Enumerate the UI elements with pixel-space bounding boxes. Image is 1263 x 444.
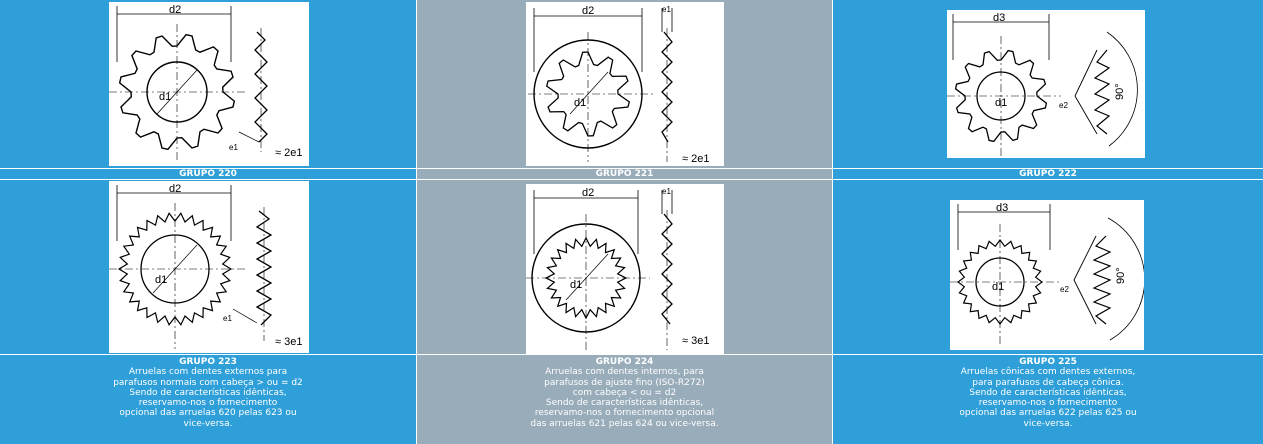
description-line: reservamo-nos o fornecimento — [978, 398, 1118, 409]
label-e1: e1 — [662, 187, 671, 196]
description-224 — [416, 354, 832, 444]
washer-222-drawing — [947, 10, 1145, 158]
label-angle: 90° — [1114, 83, 1126, 100]
washer-224-drawing — [526, 184, 724, 354]
label-e2: e2 — [1059, 101, 1068, 110]
label-thickness: ≈ 2e1 — [682, 153, 710, 165]
cell-224 — [416, 180, 832, 354]
washer-223-drawing — [109, 181, 309, 353]
label-d1: d1 — [570, 279, 583, 291]
description-line: Sendo de características idênticas, — [545, 398, 704, 409]
label-e1: e1 — [662, 5, 671, 14]
description-line: reservamo-nos o fornecimento opcional — [534, 408, 715, 419]
description-line: vice-versa. — [1023, 418, 1073, 429]
washer-220-drawing — [109, 2, 309, 166]
description-title: GRUPO 225 — [1019, 357, 1077, 367]
label-d1: d1 — [155, 274, 168, 286]
label-e2: e2 — [1060, 285, 1069, 294]
description-line: Arruelas cônicas com dentes externos, — [960, 367, 1136, 378]
description-title: GRUPO 224 — [595, 357, 654, 367]
description-line: das arruelas 621 pelas 624 ou vice-versa. — [530, 418, 719, 429]
description-line: parafusos de ajuste fino (ISO-R272) — [544, 377, 705, 388]
description-line: vice-versa. — [183, 418, 233, 429]
label-d3: d3 — [996, 202, 1009, 214]
label-thickness: ≈ 3e1 — [275, 336, 303, 348]
label-d2: d2 — [169, 183, 182, 195]
label-d2: d2 — [582, 187, 595, 199]
description-line: opcional das arruelas 622 pelas 625 ou — [959, 408, 1137, 419]
description-line: opcional das arruelas 620 pelas 623 ou — [119, 408, 297, 419]
washer-225-drawing — [950, 200, 1144, 350]
description-223 — [0, 354, 416, 444]
label-e1: e1 — [223, 314, 232, 323]
label-d2: d2 — [582, 5, 595, 17]
label-d1: d1 — [574, 97, 587, 109]
description-line: Arruelas com dentes externos para — [128, 367, 288, 378]
description-line: reservamo-nos o fornecimento — [138, 398, 278, 409]
label-d1: d1 — [159, 91, 172, 103]
label-d1: d1 — [992, 281, 1005, 293]
label-d2: d2 — [169, 4, 182, 16]
description-line: parafusos normais com cabeça > ou = d2 — [113, 377, 303, 388]
label-d3: d3 — [993, 12, 1006, 24]
group-label-221: GRUPO 221 — [416, 168, 832, 180]
label-d1: d1 — [995, 97, 1008, 109]
cell-220 — [0, 0, 416, 168]
description-225 — [832, 354, 1263, 444]
group-label-222: GRUPO 222 — [832, 168, 1263, 180]
description-line: para parafusos de cabeça cônica. — [972, 377, 1124, 388]
description-line: Arruelas com dentes internos, para — [545, 367, 704, 378]
group-label-220: GRUPO 220 — [0, 168, 416, 180]
cell-222 — [832, 0, 1263, 168]
description-line: Sendo de características idênticas, — [129, 387, 287, 398]
cell-221 — [416, 0, 832, 168]
description-line: Sendo de características idênticas, — [969, 387, 1127, 398]
washer-221-drawing — [526, 2, 724, 166]
description-title: GRUPO 223 — [179, 357, 237, 367]
cell-223 — [0, 180, 416, 354]
label-angle: 90° — [1115, 267, 1127, 284]
label-e1: e1 — [229, 143, 238, 152]
label-thickness: ≈ 2e1 — [275, 147, 303, 159]
cell-225 — [832, 180, 1263, 354]
label-thickness: ≈ 3e1 — [682, 335, 710, 347]
description-line: com cabeça < ou = d2 — [572, 387, 677, 398]
